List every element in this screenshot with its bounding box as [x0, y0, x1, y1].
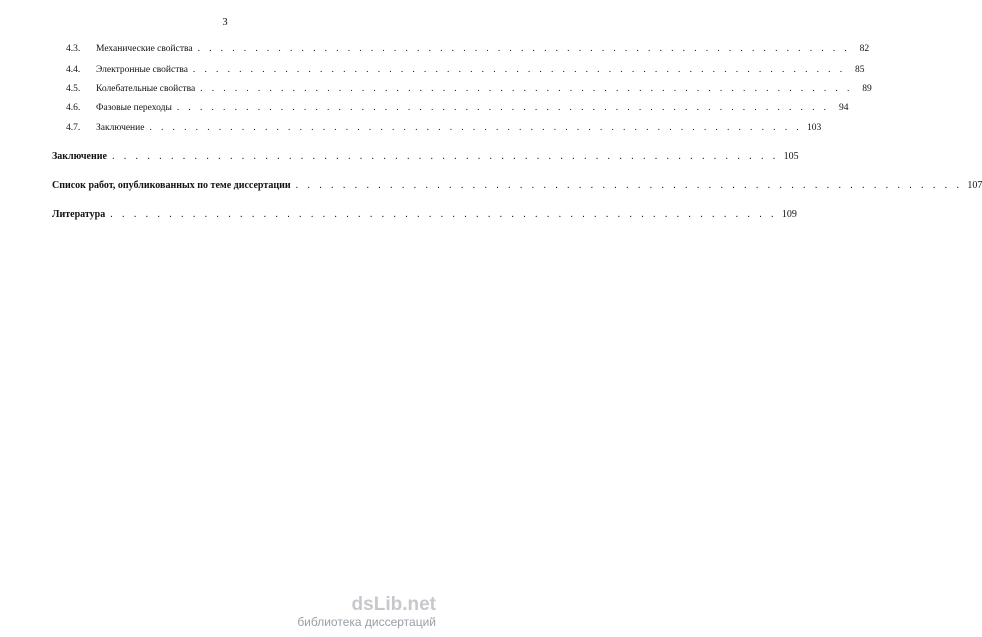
toc-chapter-title: Список работ, опубликованных по теме диссертации — [52, 180, 291, 191]
toc-section-number: 4.4. — [66, 65, 81, 75]
toc-page-number: 89 — [862, 84, 872, 94]
toc-chapter-publications[interactable] — [52, 180, 982, 192]
toc-entry-4-5[interactable] — [66, 83, 872, 95]
toc-dot-leader: . . . . . . . . . . . . . . . . . . . . . . . . . . . . . . . . . . . . . . . . . . . . . . . . . . . . . . . . . — [149, 123, 803, 133]
toc-page-number: 103 — [807, 123, 822, 133]
toc-chapter-conclusion[interactable] — [52, 151, 799, 163]
page-number: 3 — [222, 17, 228, 28]
toc-section-title: Фазовые переходы — [96, 103, 172, 113]
toc-dot-leader: . . . . . . . . . . . . . . . . . . . . . . . . . . . . . . . . . . . . . . . . . . . . . . . . . . . . . . . . . — [111, 151, 779, 162]
watermark-logo: dsLib.net — [351, 594, 436, 615]
toc-section-number: 4.7. — [66, 123, 81, 133]
toc-page-number: 107 — [967, 180, 982, 191]
toc-section-title: Механические свойства — [96, 44, 193, 54]
toc-entry-4-3[interactable] — [66, 43, 870, 55]
watermark — [297, 595, 436, 629]
toc-page-number: 109 — [781, 209, 797, 220]
toc-dot-leader: . . . . . . . . . . . . . . . . . . . . . . . . . . . . . . . . . . . . . . . . . . . . . . . . . . . . . . . . . — [197, 44, 851, 54]
toc-page-number: 105 — [783, 151, 799, 162]
toc-chapter-title: Литература — [52, 209, 106, 220]
toc-dot-leader: . . . . . . . . . . . . . . . . . . . . . . . . . . . . . . . . . . . . . . . . . . . . . . . . . . . . . . . . . — [176, 103, 830, 113]
toc-section-title: Электронные свойства — [96, 65, 188, 75]
toc-dot-leader: . . . . . . . . . . . . . . . . . . . . . . . . . . . . . . . . . . . . . . . . . . . . . . . . . . . . . . . . . — [295, 180, 963, 191]
toc-entry-4-6[interactable] — [66, 102, 849, 114]
toc-section-number: 4.6. — [66, 103, 81, 113]
toc-dot-leader: . . . . . . . . . . . . . . . . . . . . . . . . . . . . . . . . . . . . . . . . . . . . . . . . . . . . . . . . . — [192, 65, 846, 75]
toc-page-number: 85 — [855, 65, 865, 75]
toc-page-number: 94 — [838, 103, 849, 113]
toc-dot-leader: . . . . . . . . . . . . . . . . . . . . . . . . . . . . . . . . . . . . . . . . . . . . . . . . . . . . . . . . . — [110, 209, 777, 220]
toc-section-title: Заключение — [96, 123, 145, 133]
toc-page-number: 82 — [859, 44, 870, 54]
toc-chapter-references[interactable] — [52, 209, 797, 221]
watermark-subtitle: библиотека диссертаций — [297, 615, 436, 629]
toc-section-title: Колебательные свойства — [96, 84, 196, 94]
toc-chapter-title: Заключение — [52, 151, 107, 162]
toc-section-number: 4.5. — [66, 84, 81, 94]
toc-section-number: 4.3. — [66, 44, 81, 54]
toc-entry-4-4[interactable] — [66, 64, 865, 76]
toc-entry-4-7[interactable] — [66, 122, 822, 134]
toc-dot-leader: . . . . . . . . . . . . . . . . . . . . . . . . . . . . . . . . . . . . . . . . . . . . . . . . . . . . . . . . . — [200, 84, 853, 94]
